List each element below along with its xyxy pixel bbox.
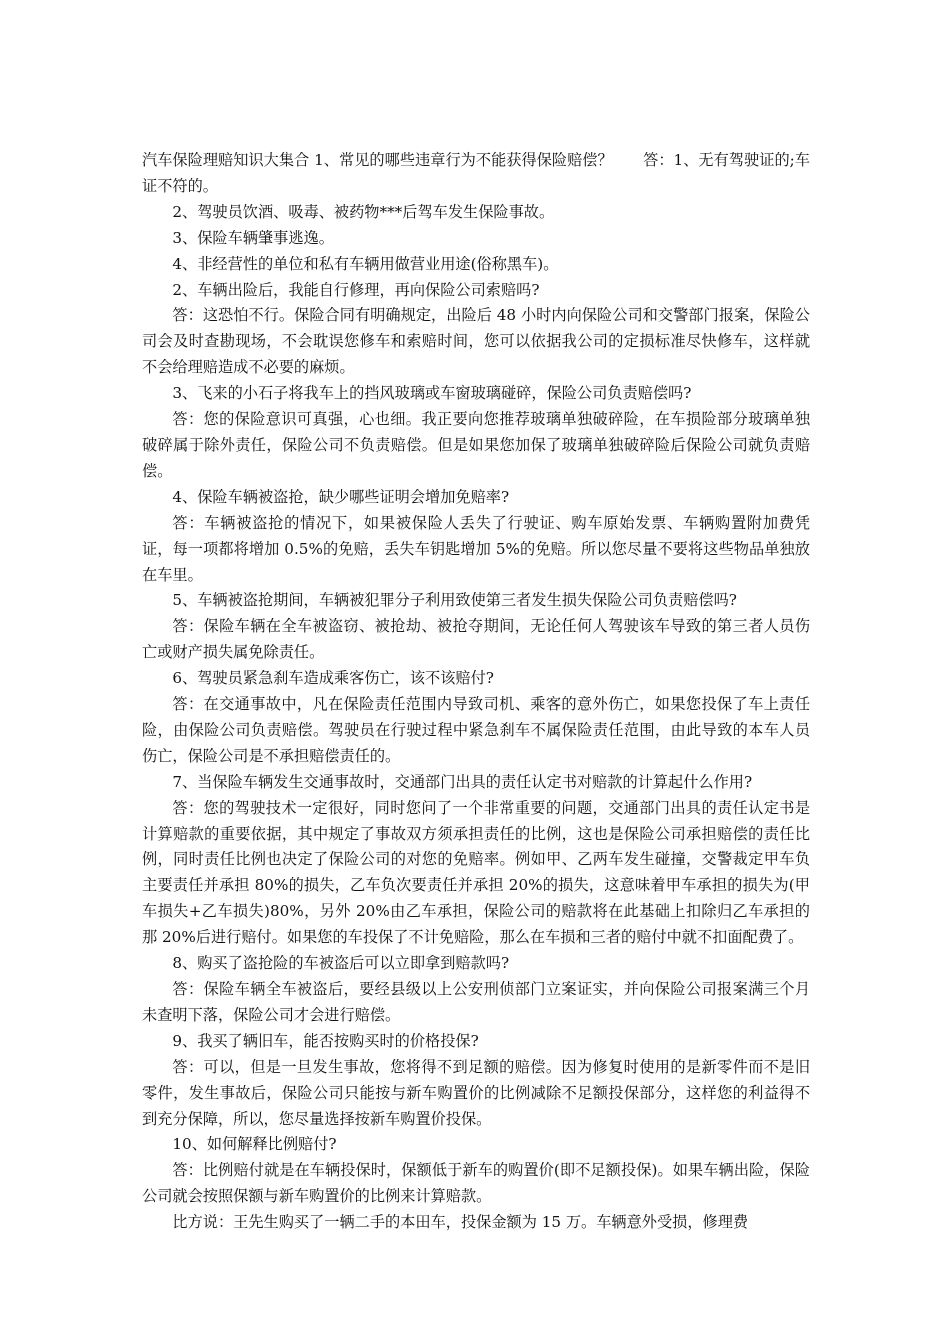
paragraph: 答：您的驾驶技术一定很好，同时您问了一个非常重要的问题，交通部门出具的责任认定书是计算赔款的重要依据，其中规定了事故双方须承担责任的比例，这也是保险公司承担赔偿的责任比例，同时责任比例也决定了保险公司的对您的免赔率。例如甲、乙两车发生碰撞，交警裁定甲车负主要责任并承担 80%的损失，乙车负次要责任并承担 20%的损失，这意味着甲车承担的损失为(甲车损失+乙车损失)80%，另外 20%由乙车承担，保险公司的赔款将在此基础上扣除归乙车承担的那 20%后进行赔付。如果您的车投保了不计免赔险，那么在车损和三者的赔付中就不扣面配费了。 [142,798,810,947]
paragraph: 答：在交通事故中，凡在保险责任范围内导致司机、乘客的意外伤亡，如果您投保了车上责任险，由保险公司负责赔偿。驾驶员在行驶过程中紧急刹车不属保险责任范围，由此导致的本车人员伤亡，保险公司是不承担赔偿责任的。 [142,695,810,765]
paragraph: 7、当保险车辆发生交通事故时，交通部门出具的责任认定书对赔款的计算起什么作用? [172,772,753,791]
document-body [142,148,810,1236]
paragraph: 答：保险车辆在全车被盗窃、被抢劫、被抢夺期间，无论任何人驾驶该车导致的第三者人员伤亡或财产损失属免除责任。 [142,617,810,662]
paragraph: 2、驾驶员饮酒、吸毒、被药物***后驾车发生保险事故。 [172,202,555,221]
paragraph: 9、我买了辆旧车，能否按购买时的价格投保? [172,1031,479,1050]
paragraph: 答：您的保险意识可真强，心也细。我正要向您推荐玻璃单独破碎险，在车损险部分玻璃单独破碎属于除外责任，保险公司不负责赔偿。但是如果您加保了玻璃单独破碎险后保险公司就负责赔偿。 [142,410,810,480]
paragraph: 答：可以，但是一旦发生事故，您将得不到足额的赔偿。因为修复时使用的是新零件而不是旧零件，发生事故后，保险公司只能按与新车购置价的比例减除不足额投保部分，这样您的利益得不到充分保障，所以，您尽量选择按新车购置价投保。 [142,1057,810,1128]
paragraph: 3、保险车辆肇事逃逸。 [172,228,334,247]
paragraph: 2、车辆出险后，我能自行修理，再向保险公司索赔吗? [172,280,540,299]
paragraph: 答：保险车辆全车被盗后，要经县级以上公安刑侦部门立案证实，并向保险公司报案满三个月未查明下落，保险公司才会进行赔偿。 [142,980,810,1024]
paragraph: 答：车辆被盗抢的情况下，如果被保险人丢失了行驶证、购车原始发票、车辆购置附加费凭证，每一项都将增加 0.5%的免赔，丢失车钥匙增加 5%的免赔。所以您尽量不要将这些物品单独放在车里。 [142,513,810,584]
paragraph: 5、车辆被盗抢期间，车辆被犯罪分子利用致使第三者发生损失保险公司负责赔偿吗? [172,591,737,610]
paragraph: 10、如何解释比例赔付? [172,1135,337,1154]
paragraph: 答：这恐怕不行。保险合同有明确规定，出险后 48 小时内向保险公司和交警部门报案，保险公司会及时查勘现场，不会耽误您修车和索赔时间，您可以依据我公司的定损标准尽快修车，这样就不会给理赔造成不必要的麻烦。 [142,306,810,377]
paragraph: 8、购买了盗抢险的车被盗后可以立即拿到赔款吗? [172,954,510,973]
paragraph: 比方说：王先生购买了一辆二手的本田车，投保金额为 15 万。车辆意外受损，修理费 [172,1213,749,1232]
paragraph: 3、飞来的小石子将我车上的挡风玻璃或车窗玻璃碰碎，保险公司负责赔偿吗? [172,384,692,403]
paragraph: 答：比例赔付就是在车辆投保时，保额低于新车的购置价(即不足额投保)。如果车辆出险，保险公司就会按照保额与新车购置价的比例来计算赔款。 [142,1161,810,1206]
paragraph: 4、保险车辆被盗抢，缺少哪些证明会增加免赔率? [172,487,510,506]
paragraph: 4、非经营性的单位和私有车辆用做营业用途(俗称黑车)。 [172,254,559,273]
paragraph: 6、驾驶员紧急刹车造成乘客伤亡，该不该赔付? [172,669,494,688]
paragraph: 汽车保险理赔知识大集合 1、常见的哪些违章行为不能获得保险赔偿？ 答：1、无有驾驶证的;车证不符的。 [142,151,810,195]
